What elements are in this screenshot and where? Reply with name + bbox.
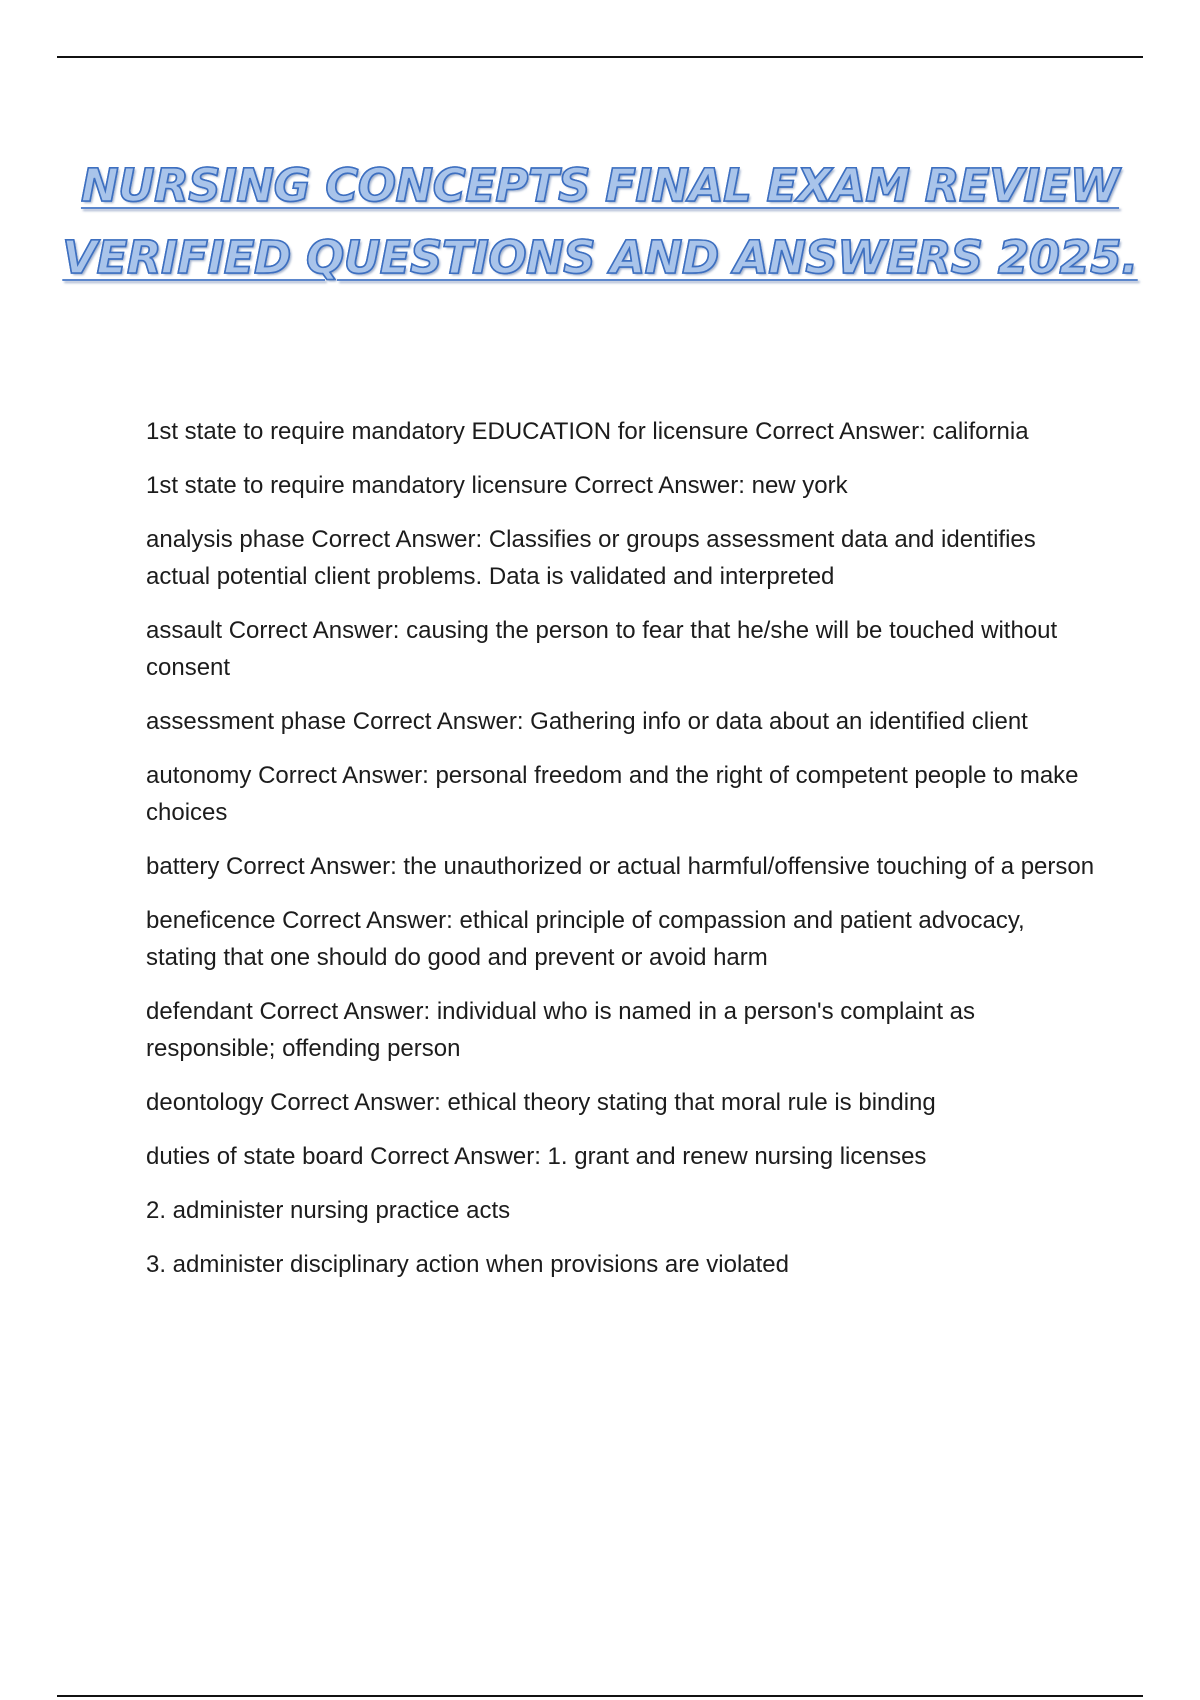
qa-entry: assessment phase Correct Answer: Gathering info or data about an identified client: [146, 708, 1028, 735]
qa-entry: deontology Correct Answer: ethical theory stating that moral rule is binding: [146, 1089, 936, 1116]
qa-list: [146, 413, 1096, 1300]
qa-entry: autonomy Correct Answer: personal freedom and the right of competent people to make choices: [146, 762, 1079, 826]
title-line-1: NURSING CONCEPTS FINAL EXAM REVIEW: [80, 159, 1120, 212]
qa-entry: 3. administer disciplinary action when provisions are violated: [146, 1251, 789, 1278]
qa-entry: 1st state to require mandatory EDUCATION for licensure Correct Answer: california: [146, 418, 1029, 445]
document-title: [0, 150, 1200, 294]
title-line-2: VERIFIED QUESTIONS AND ANSWERS 2025.: [62, 231, 1138, 284]
header-rule: [57, 56, 1143, 58]
qa-entry: 2. administer nursing practice acts: [146, 1197, 511, 1224]
footer-rule: [57, 1695, 1143, 1697]
qa-entry: duties of state board Correct Answer: 1. grant and renew nursing licenses: [146, 1143, 927, 1170]
qa-entry: battery Correct Answer: the unauthorized or actual harmful/offensive touching of a person: [146, 853, 1095, 880]
qa-entry: analysis phase Correct Answer: Classifies or groups assessment data and identifies actual potential client problems. Data is validated and interpreted: [146, 526, 1036, 590]
qa-entry: 1st state to require mandatory licensure Correct Answer: new york: [146, 472, 848, 499]
qa-entry: beneficence Correct Answer: ethical principle of compassion and patient advocacy, stating that one should do good and prevent or avoid harm: [146, 907, 1025, 971]
qa-entry: defendant Correct Answer: individual who is named in a person's complaint as responsible; offending person: [146, 998, 976, 1062]
qa-entry: assault Correct Answer: causing the person to fear that he/she will be touched without consent: [146, 617, 1058, 681]
